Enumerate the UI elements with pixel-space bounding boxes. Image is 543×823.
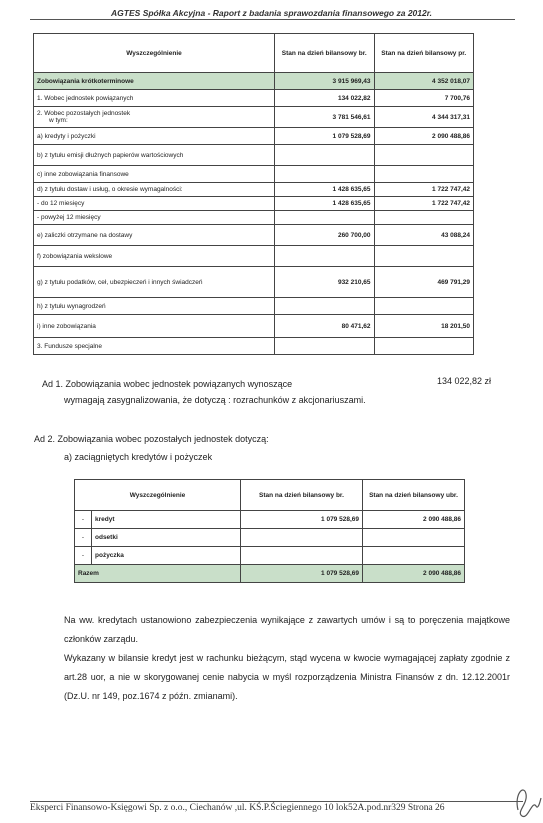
row-value-prior <box>374 166 474 183</box>
table-row <box>34 298 474 315</box>
row-value-prior: 469 791,29 <box>374 267 474 298</box>
row-value-current: 1 079 528,69 <box>240 511 362 529</box>
ad1-text: Ad 1. Zobowiązania wobec jednostek powiązanych wynoszące <box>42 379 293 389</box>
row-value-prior: 18 201,50 <box>374 315 474 338</box>
row-value-current: 932 210,65 <box>275 267 375 298</box>
table-row <box>34 211 474 225</box>
table-row <box>34 145 474 166</box>
row-label: pożyczka <box>92 547 241 565</box>
row-value-current: 1 428 635,65 <box>275 197 375 211</box>
table-row <box>34 128 474 145</box>
table-row <box>34 267 474 298</box>
row-value-current <box>275 166 375 183</box>
page-header: AGTES Spółka Akcyjna - Raport z badania sprawozdania finansowego za 2012r. <box>111 8 432 18</box>
row-dash: - <box>75 547 92 565</box>
row-value-current <box>275 246 375 267</box>
table-row <box>34 246 474 267</box>
row-label: kredyt <box>92 511 241 529</box>
liabilities-table <box>33 33 474 355</box>
row-label: Zobowiązania krótkoterminowe <box>34 73 275 90</box>
row-value-prior <box>374 338 474 355</box>
paragraph-security: Na ww. kredytach ustanowiono zabezpieczenia wynikające z zawartych umów i są to poręczenia majątkowe członków zarządu. <box>64 615 510 644</box>
table-row <box>34 90 474 107</box>
table-row <box>34 183 474 197</box>
row-label: b) z tytułu emisji dłużnych papierów wartościowych <box>34 145 275 166</box>
column-header: Stan na dzień bilansowy br. <box>275 34 375 73</box>
row-label: f) zobowiązania wekslowe <box>34 246 275 267</box>
ad2-item: a) zaciągniętych kredytów i pożyczek <box>64 452 213 462</box>
row-value-current: 260 700,00 <box>275 225 375 246</box>
row-value-current: 134 022,82 <box>275 90 375 107</box>
header-rule <box>30 19 515 20</box>
table-row <box>34 338 474 355</box>
row-value-current <box>240 529 362 547</box>
table-row <box>75 547 465 565</box>
row-label: g) z tytułu podatków, ceł, ubezpieczeń i innych świadczeń <box>34 267 275 298</box>
footer-rule <box>30 801 523 802</box>
ad1-text-continued: wymagają zasygnalizowania, że dotyczą : rozrachunków z akcjonariuszami. <box>64 395 366 405</box>
row-value-prior <box>362 529 464 547</box>
total-value-prior: 2 090 488,86 <box>362 565 464 583</box>
table-header-row <box>75 480 465 511</box>
table-header-row <box>34 34 474 73</box>
row-dash: - <box>75 511 92 529</box>
column-header: Stan na dzień bilansowy pr. <box>374 34 474 73</box>
row-value-current: 80 471,62 <box>275 315 375 338</box>
column-header: Wyszczególnienie <box>75 480 241 511</box>
row-value-prior: 7 700,76 <box>374 90 474 107</box>
row-label: h) z tytułu wynagrodzeń <box>34 298 275 315</box>
row-value-current: 3 915 969,43 <box>275 73 375 90</box>
ad2-text: Ad 2. Zobowiązania wobec pozostałych jednostek dotyczą: <box>34 434 269 444</box>
row-label: a) kredyty i pożyczki <box>34 128 275 145</box>
table-row <box>34 315 474 338</box>
row-value-current <box>275 211 375 225</box>
row-value-prior: 1 722 747,42 <box>374 183 474 197</box>
row-value-current: 3 781 546,61 <box>275 107 375 128</box>
row-value-prior: 4 352 018,07 <box>374 73 474 90</box>
page-footer: Eksperci Finansowo-Księgowi Sp. z o.o., Ciechanów ,ul. KŚ.P.Ściegiennego 10 lok52A.pod.nr329 Strona 26 <box>30 803 445 813</box>
row-label: e) zaliczki otrzymane na dostawy <box>34 225 275 246</box>
table-row <box>34 107 474 128</box>
row-value-prior: 4 344 317,31 <box>374 107 474 128</box>
row-label: d) z tytułu dostaw i usług, o okresie wymagalności: <box>34 183 275 197</box>
row-value-prior: 2 090 488,86 <box>374 128 474 145</box>
column-header: Wyszczególnienie <box>34 34 275 73</box>
table-row <box>75 511 465 529</box>
row-label-main: 2. Wobec pozostałych jednostek <box>37 110 131 117</box>
total-label: Razem <box>75 565 241 583</box>
signature-mark <box>510 780 542 820</box>
column-header: Stan na dzień bilansowy br. <box>240 480 362 511</box>
table-row <box>34 73 474 90</box>
row-value-prior <box>374 145 474 166</box>
row-label <box>34 107 275 128</box>
table-row <box>34 166 474 183</box>
row-value-prior: 2 090 488,86 <box>362 511 464 529</box>
ad1-value: 134 022,82 zł <box>437 376 492 386</box>
table-row <box>75 529 465 547</box>
row-value-current: 1 079 528,69 <box>275 128 375 145</box>
row-value-prior: 1 722 747,42 <box>374 197 474 211</box>
row-label: - powyżej 12 miesięcy <box>34 211 275 225</box>
total-value-current: 1 079 528,69 <box>240 565 362 583</box>
table-total-row <box>75 565 465 583</box>
table-row <box>34 225 474 246</box>
row-label: 1. Wobec jednostek powiązanych <box>34 90 275 107</box>
paragraph-valuation: Wykazany w bilansie kredyt jest w rachunku bieżącym, stąd wycena w kwocie wymagającej zapłaty zgodnie z art.28 uor, a nie w skorygowanej cenie nabycia w myśl rozporządzenia Ministra Finansów z dn. 12.12.2001r (Dz.U. nr 149, poz.1674 z późn. zmianami). <box>64 653 510 701</box>
row-value-current <box>275 338 375 355</box>
row-value-prior <box>374 246 474 267</box>
row-label: i) inne zobowiązania <box>34 315 275 338</box>
row-value-current <box>275 298 375 315</box>
row-label: - do 12 miesięcy <box>34 197 275 211</box>
row-dash: - <box>75 529 92 547</box>
row-value-current <box>275 145 375 166</box>
row-label: odsetki <box>92 529 241 547</box>
row-value-current <box>240 547 362 565</box>
row-label: c) inne zobowiązania finansowe <box>34 166 275 183</box>
row-value-current: 1 428 635,65 <box>275 183 375 197</box>
row-label: 3. Fundusze specjalne <box>34 338 275 355</box>
row-value-prior: 43 088,24 <box>374 225 474 246</box>
credits-table <box>74 479 465 583</box>
row-value-prior <box>374 298 474 315</box>
row-label-sub: w tym: <box>49 117 68 124</box>
column-header: Stan na dzień bilansowy ubr. <box>362 480 464 511</box>
table-row <box>34 197 474 211</box>
row-value-prior <box>362 547 464 565</box>
row-value-prior <box>374 211 474 225</box>
